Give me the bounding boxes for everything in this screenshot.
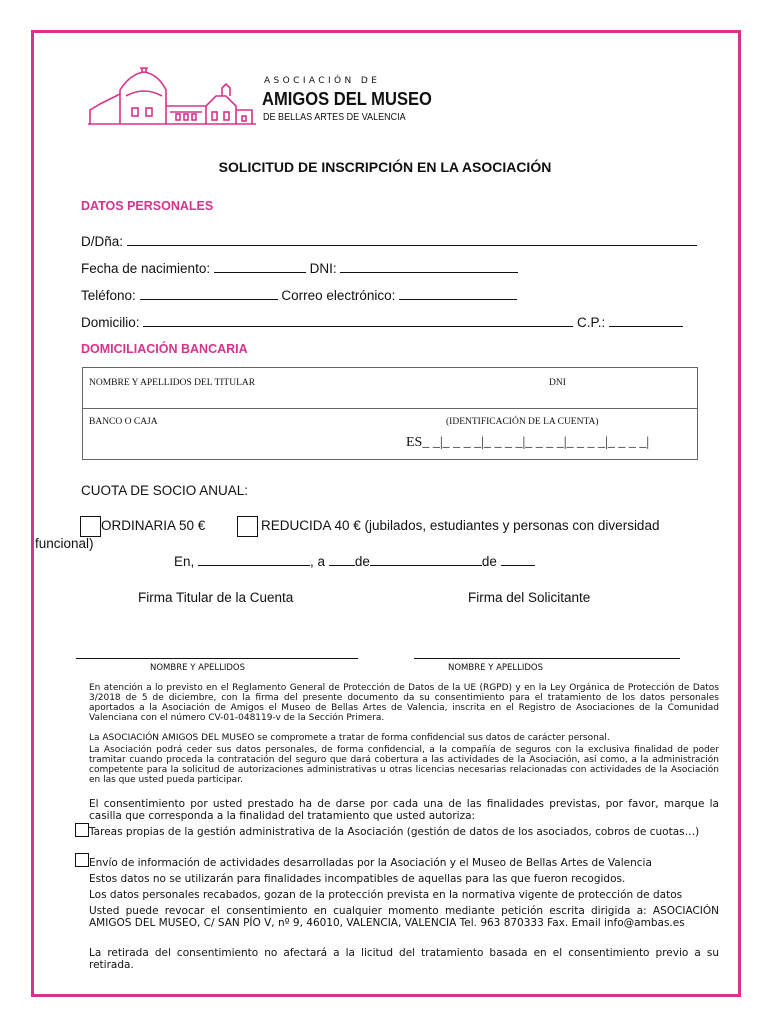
legal-paragraph-4: El consentimiento por usted prestado ha de darse por cada una de las finalidades previstas, por favor, marque la casilla que corresponda a la finalidad del tratamiento que usted autoriza: bbox=[89, 798, 719, 822]
reducida-label-cont: funcional) bbox=[35, 536, 94, 551]
firma-titular-label: Firma Titular de la Cuenta bbox=[138, 590, 294, 605]
a-label: , a bbox=[310, 554, 326, 569]
bank-label: BANCO O CAJA bbox=[89, 417, 158, 427]
iban-field[interactable]: ES_ _|_ _ _ _|_ _ _ _|_ _ _ _|_ _ _ _|_ _ _ _| bbox=[406, 435, 650, 450]
birth-label: Fecha de nacimiento: bbox=[81, 261, 211, 276]
consent-checkbox-info[interactable] bbox=[75, 853, 89, 867]
signature-line-solicitante[interactable] bbox=[414, 658, 680, 659]
legal-paragraph-6: Los datos personales recabados, gozan de la protección prevista en la normativa vigente de protección de datos bbox=[89, 889, 683, 901]
email-label: Correo electrónico: bbox=[281, 288, 396, 303]
account-label: (IDENTIFICACIÓN DE LA CUENTA) bbox=[446, 417, 599, 427]
name-row bbox=[81, 233, 697, 249]
email-field[interactable] bbox=[399, 287, 517, 300]
phone-row bbox=[81, 287, 517, 303]
day-field[interactable] bbox=[329, 553, 355, 566]
month-field[interactable] bbox=[370, 553, 482, 566]
holder-label: NOMBRE Y APELLIDOS DEL TITULAR bbox=[89, 378, 256, 388]
legal-paragraph-5: Estos datos no se utilizarán para finalidades incompatibles de aquellas para las que fueron recogidos. bbox=[89, 873, 626, 885]
consent-checkbox-admin[interactable] bbox=[75, 823, 89, 837]
legal-paragraph-3: La Asociación podrá ceder sus datos personales, de forma confidencial, a la compañía de seguros con la exclusiva finalidad de poder tramitar cuando proceda la contratación del seguro que dará cobertura a las actividades de la Asociación, así como, a la administración competente para la solicitud de autorizaciones administrativas u otras licencias necesarias relacionadas con actividades de la Asociación en las que usted pueda participar. bbox=[89, 745, 719, 785]
consent-option-admin: Tareas propias de la gestión administrativa de la Asociación (gestión de datos de los asociados, cobros de cuotas…) bbox=[89, 826, 700, 838]
section-domiciliacion: DOMICILIACIÓN BANCARIA bbox=[81, 342, 248, 356]
name-field[interactable] bbox=[127, 233, 697, 246]
year-field[interactable] bbox=[501, 553, 535, 566]
birth-row bbox=[81, 260, 518, 276]
legal-paragraph-1: En atención a lo previsto en el Reglamento General de Protección de Datos de la UE (RGPD) y en la Ley Orgánica de Protección de Datos 3/2018 de 5 de diciembre, con la firma del presente documento da su consentimiento para el tratamiento de los datos personales aportados a la Asociación de Amigos el Museo de Bellas Artes de Valencia, inscrita en el Registro de Asociaciones de la Comunidad Valenciana con el número CV-01-048119-v de la Sección Primera. bbox=[89, 683, 719, 723]
address-row bbox=[81, 314, 683, 330]
en-label: En, bbox=[174, 554, 195, 569]
cp-label: C.P.: bbox=[577, 315, 606, 330]
legal-paragraph-8: La retirada del consentimiento no afectará a la licitud del tratamiento basada en el consentimiento previo a su retirada. bbox=[89, 947, 719, 971]
section-datos-personales: DATOS PERSONALES bbox=[81, 199, 214, 213]
birth-field[interactable] bbox=[214, 260, 306, 273]
consent-option-info: Envío de información de actividades desarrolladas por la Asociación y el Museo de Bellas Artes de Valencia bbox=[89, 857, 652, 869]
cp-field[interactable] bbox=[609, 314, 683, 327]
ordinaria-checkbox[interactable] bbox=[80, 516, 101, 537]
form-title: SOLICITUD DE INSCRIPCIÓN EN LA ASOCIACIÓN bbox=[218, 159, 552, 175]
logo-line-2: AMIGOS DEL MUSEO bbox=[262, 89, 432, 109]
page-border bbox=[31, 30, 741, 997]
signature-line-titular[interactable] bbox=[76, 658, 358, 659]
phone-label: Teléfono: bbox=[81, 288, 136, 303]
de-label-2: de bbox=[481, 554, 497, 569]
nombre-label-right: NOMBRE Y APELLIDOS bbox=[448, 663, 544, 673]
address-field[interactable] bbox=[143, 314, 573, 327]
firma-solicitante-label: Firma del Solicitante bbox=[468, 590, 591, 605]
address-label: Domicilio: bbox=[81, 315, 140, 330]
museum-logo-icon bbox=[86, 66, 258, 128]
ordinaria-label: ORDINARIA 50 € bbox=[101, 518, 206, 533]
legal-paragraph-2: La ASOCIACIÓN AMIGOS DEL MUSEO se compromete a tratar de forma confidencial sus datos de carácter personal. bbox=[89, 733, 610, 743]
legal-paragraph-7: Usted puede revocar el consentimiento en cualquier momento mediante petición escrita dirigida a: ASOCIACIÓN AMIGOS DEL MUSEO, C/ SAN PÍO V, nº 9, 46010, VALENCIA, VALENCIA Tel. 963 870333 Fax. Email info@ambas.es bbox=[89, 905, 719, 929]
dni-field[interactable] bbox=[340, 260, 518, 273]
bank-dni-label: DNI bbox=[549, 378, 566, 388]
city-field[interactable] bbox=[198, 553, 310, 566]
dni-label: DNI: bbox=[309, 261, 337, 276]
bank-table bbox=[82, 367, 698, 460]
cuota-heading: CUOTA DE SOCIO ANUAL: bbox=[81, 483, 249, 498]
bank-row-holder bbox=[83, 368, 697, 409]
phone-field[interactable] bbox=[140, 287, 278, 300]
de-label-1: de bbox=[354, 554, 370, 569]
nombre-label-left: NOMBRE Y APELLIDOS bbox=[150, 663, 246, 673]
name-label: D/Dña: bbox=[81, 234, 124, 249]
reducida-label: REDUCIDA 40 € (jubilados, estudiantes y personas con diversidad bbox=[261, 518, 660, 533]
logo-line-3: DE BELLAS ARTES DE VALENCIA bbox=[263, 111, 406, 123]
date-row bbox=[174, 553, 535, 569]
reducida-checkbox[interactable] bbox=[237, 516, 258, 537]
logo-line-1: ASOCIACIÓN DE bbox=[264, 76, 381, 86]
